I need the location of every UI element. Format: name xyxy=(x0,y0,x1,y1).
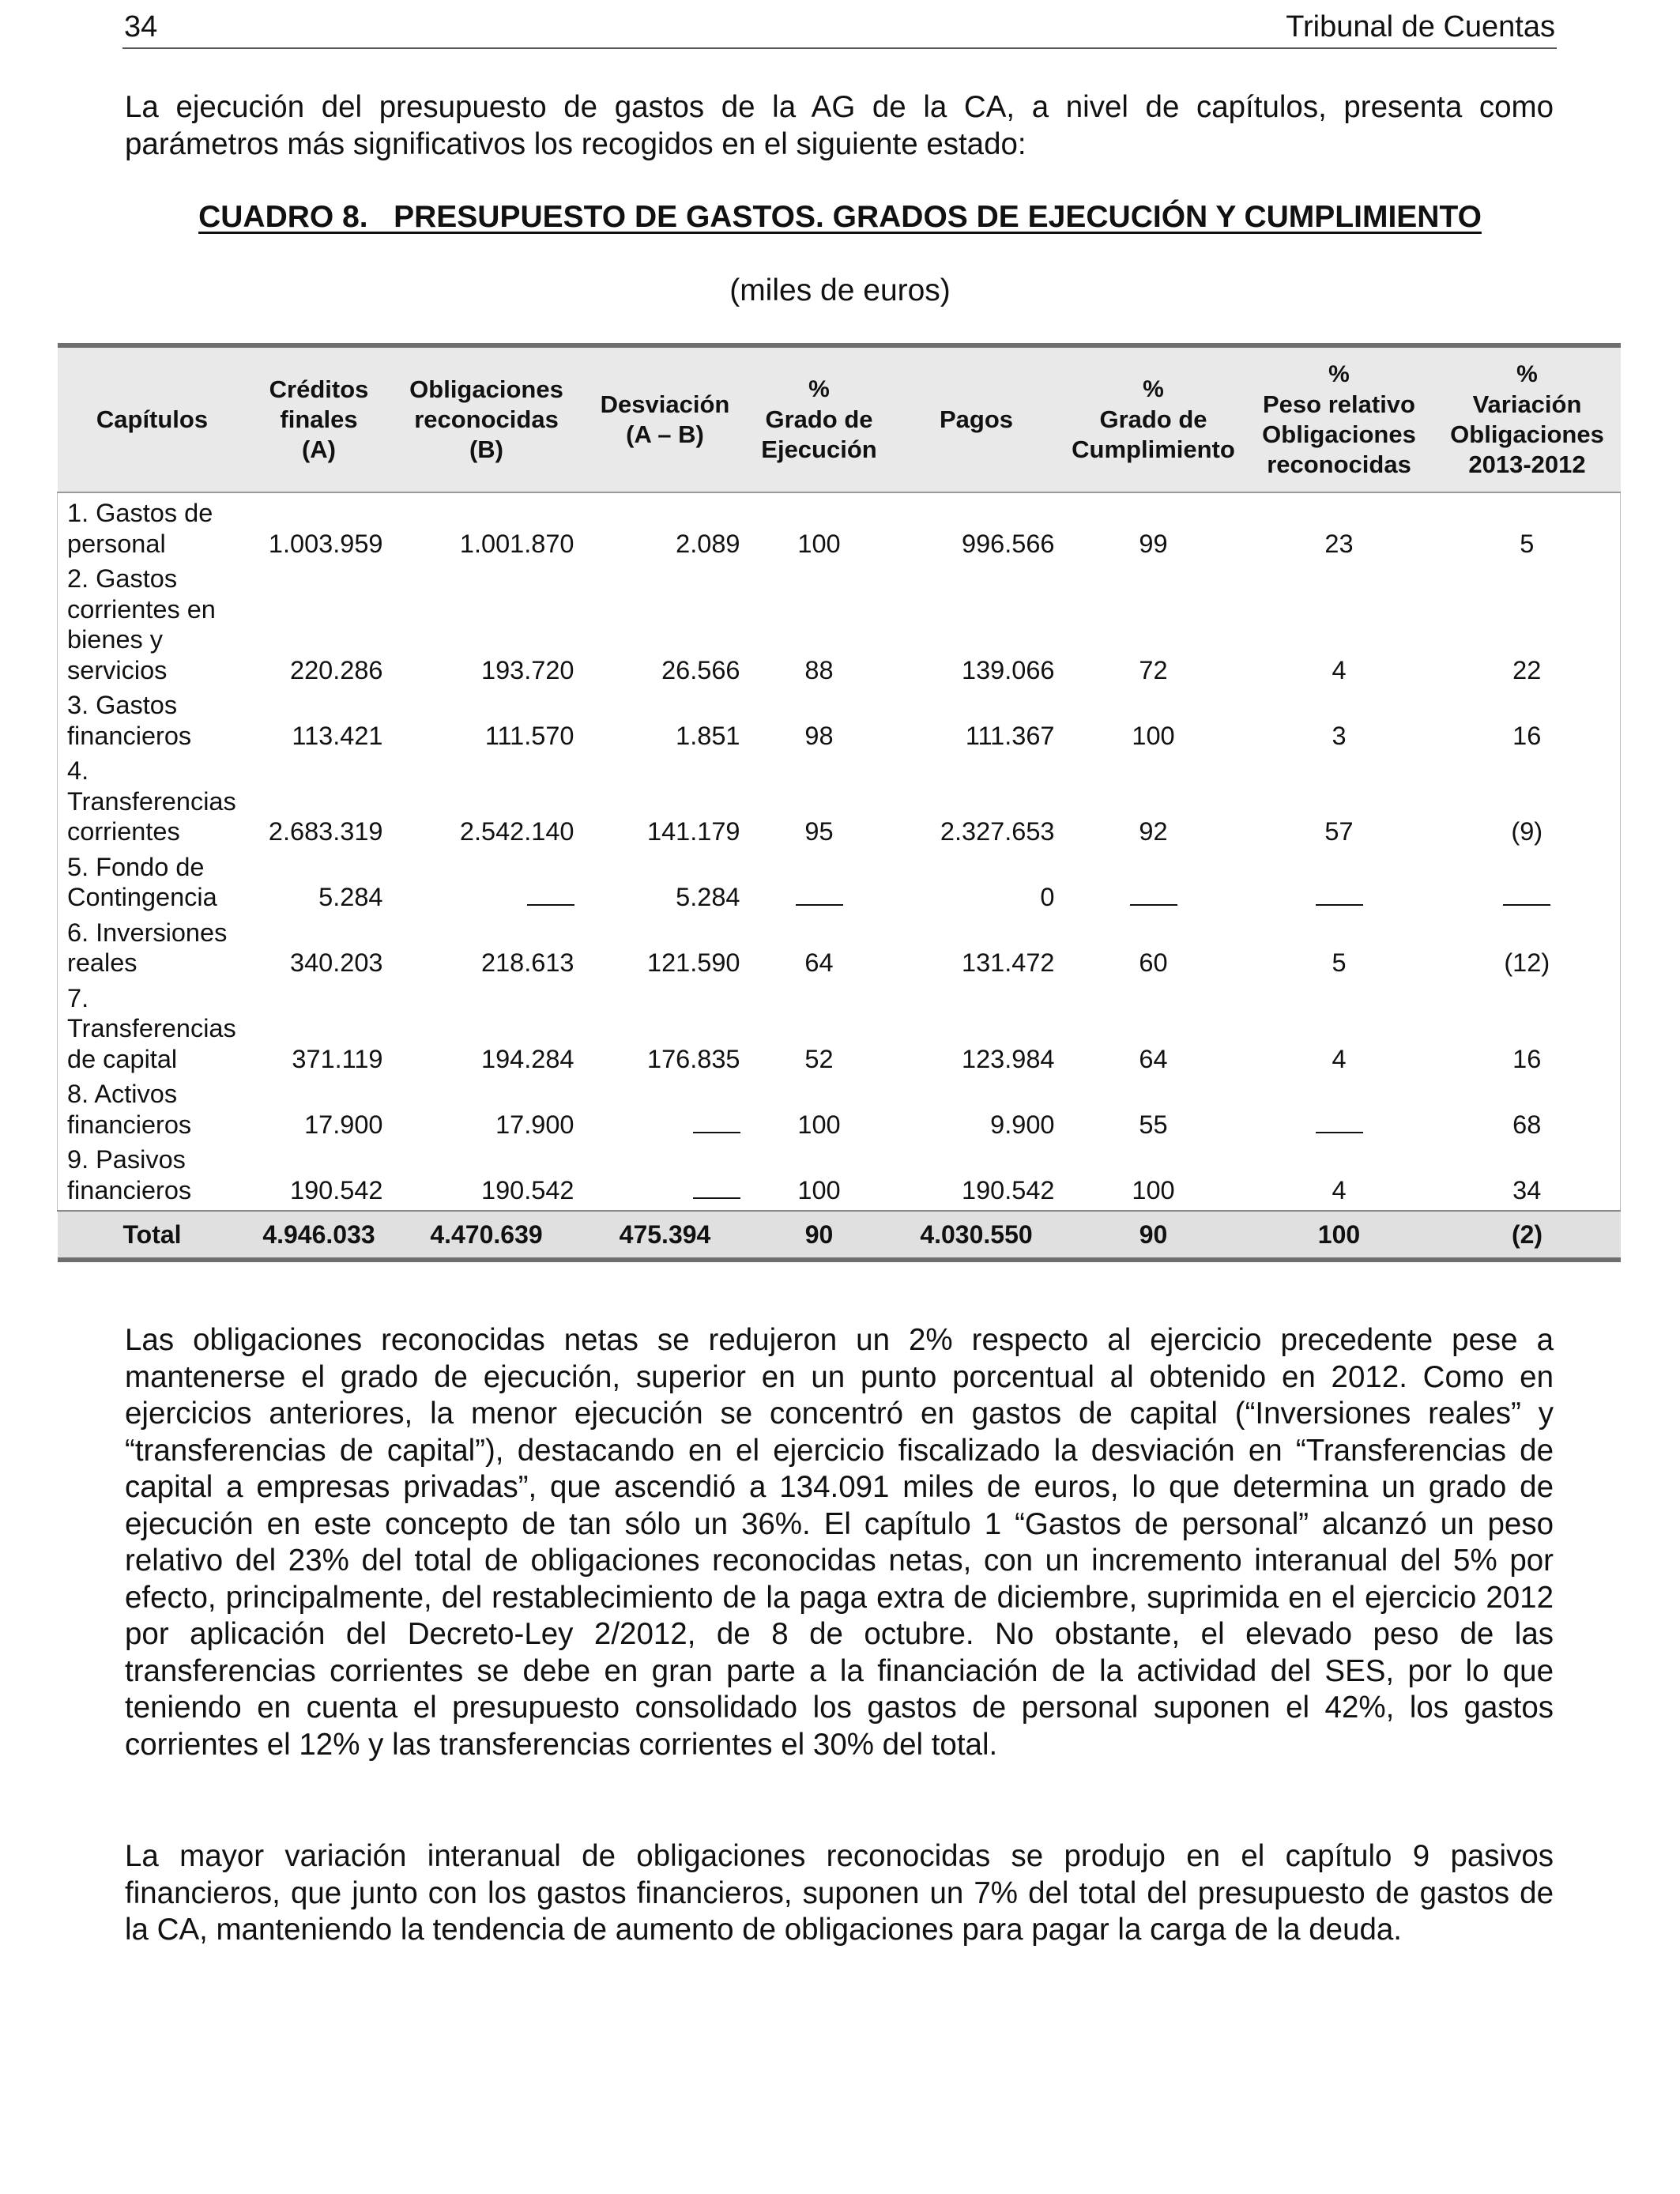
row-creditos: 340.203 xyxy=(290,948,383,977)
row-ejecucion: 100 xyxy=(797,1110,841,1139)
row-obligaciones: 2.542.140 xyxy=(459,817,574,846)
total-row xyxy=(58,1211,1621,1260)
conclusion-paragraph: La mayor variación interanual de obligaciones reconocidas se produjo en el capítulo 9 pasivos financieros, que junto con los gastos financieros, suponen un 7% del total del presupuesto de gastos de la CA, manteniendo la tendencia de aumento de obligaciones para pagar la carga de la deuda. xyxy=(125,1839,1554,1947)
row-creditos: 1.003.959 xyxy=(268,529,383,558)
row-pagos: 9.900 xyxy=(990,1110,1055,1139)
row-ejecucion: 100 xyxy=(797,529,841,558)
empty-dash xyxy=(1316,904,1363,906)
table-row xyxy=(58,852,1621,918)
intro-paragraph: La ejecución del presupuesto de gastos de la AG de la CA, a nivel de capítulos, presenta como parámetros más significativos los recogidos en el siguiente estado: xyxy=(125,90,1554,161)
row-peso xyxy=(1245,1079,1434,1144)
row-obligaciones: 218.613 xyxy=(481,948,574,977)
row-peso: 3 xyxy=(1332,721,1347,750)
table-row xyxy=(58,1144,1621,1211)
row-variacion: 5 xyxy=(1434,492,1621,564)
total-label: Total xyxy=(58,1211,247,1260)
row-desviacion: 1.851 xyxy=(676,721,740,750)
table-row xyxy=(58,1079,1621,1144)
row-pagos: 0 xyxy=(1040,883,1055,911)
empty-dash xyxy=(796,904,843,906)
analysis-paragraph: Las obligaciones reconocidas netas se redujeron un 2% respecto al ejercicio precedente pese a mantenerse el grado de ejecución, superior en un punto porcentual al obtenido en 2012. Como en ejercicios anteriores, la menor ejecución se concentró en gastos de capital (“Inversiones reales” y “transferencias de capital”), destacando en el ejercicio fiscalizado la desviación en “Transferencias de capital a empresas privadas”, que ascendió a 134.091 miles de euros, lo que determina un grado de ejecución en este concepto de tan sólo un 36%. El capítulo 1 “Gastos de personal” alcanzó un peso relativo del 23% del total de obligaciones reconocidas netas, con un incremento interanual del 5% por efecto, principalmente, del restablecimiento de la paga extra de diciembre, suprimida en el ejercicio 2012 por aplicación del Decreto-Ley 2/2012, de 8 de octubre. No obstante, el elevado peso de las transferencias corrientes se debe en gran parte a la financiación de la actividad del SES, por lo que teniendo en cuenta el presupuesto consolidado los gastos de personal suponen el 42%, los gastos corrientes el 12% y las transferencias corrientes el 30% del total. xyxy=(125,1323,1554,1762)
empty-dash xyxy=(1316,1132,1363,1133)
table-row xyxy=(58,690,1621,756)
row-peso xyxy=(1245,852,1434,918)
row-ejecucion xyxy=(748,852,891,918)
row-pagos: 123.984 xyxy=(962,1044,1055,1073)
table-row xyxy=(58,983,1621,1080)
empty-dash xyxy=(693,1197,740,1199)
total-ejecucion: 90 xyxy=(748,1211,891,1260)
row-variacion: 68 xyxy=(1434,1079,1621,1144)
row-desviacion: 121.590 xyxy=(647,948,740,977)
table-row xyxy=(58,756,1621,852)
row-ejecucion: 64 xyxy=(804,948,834,977)
row-cumplimiento xyxy=(1063,852,1245,918)
total-cumplimiento: 90 xyxy=(1063,1211,1245,1260)
row-desviacion: 26.566 xyxy=(661,655,740,684)
row-cumplimiento: 100 xyxy=(1132,1175,1175,1204)
row-capitulo: 3. Gastos financieros xyxy=(58,690,247,756)
row-creditos: 220.286 xyxy=(290,655,383,684)
empty-dash xyxy=(693,1132,740,1133)
row-obligaciones: 193.720 xyxy=(481,655,574,684)
row-capitulo: 8. Activos financieros xyxy=(58,1079,247,1144)
row-pagos: 2.327.653 xyxy=(940,817,1055,846)
row-cumplimiento: 72 xyxy=(1139,655,1168,684)
row-variacion: 16 xyxy=(1434,690,1621,756)
row-capitulo: 7. Transferencias de capital xyxy=(58,983,247,1080)
row-ejecucion: 88 xyxy=(804,655,834,684)
row-cumplimiento: 99 xyxy=(1139,529,1168,558)
row-creditos: 2.683.319 xyxy=(268,817,383,846)
row-desviacion xyxy=(582,1079,748,1144)
col-peso-relativo: % Peso relativo Obligaciones reconocidas xyxy=(1245,345,1434,492)
table-row xyxy=(58,564,1621,690)
row-pagos: 139.066 xyxy=(962,655,1055,684)
row-cumplimiento: 64 xyxy=(1139,1044,1168,1073)
row-cumplimiento: 60 xyxy=(1139,948,1168,977)
empty-dash xyxy=(527,904,574,906)
total-variacion: (2) xyxy=(1434,1211,1621,1260)
row-desviacion: 176.835 xyxy=(647,1044,740,1073)
row-capitulo: 2. Gastos corrientes en bienes y servicios xyxy=(58,564,247,690)
row-peso: 4 xyxy=(1332,1175,1347,1204)
col-desviacion: Desviación (A – B) xyxy=(582,345,748,492)
empty-dash xyxy=(1130,904,1177,906)
col-creditos: Créditos finales (A) xyxy=(247,345,391,492)
row-cumplimiento: 92 xyxy=(1139,817,1168,846)
row-cumplimiento: 55 xyxy=(1139,1110,1168,1139)
row-obligaciones: 194.284 xyxy=(481,1044,574,1073)
col-grado-cumplimiento: % Grado de Cumplimiento xyxy=(1063,345,1245,492)
row-ejecucion: 95 xyxy=(804,817,834,846)
row-cumplimiento: 100 xyxy=(1132,721,1175,750)
table-units: (miles de euros) xyxy=(729,273,951,307)
total-pagos: 4.030.550 xyxy=(891,1211,1063,1260)
row-pagos: 190.542 xyxy=(962,1175,1055,1204)
row-variacion xyxy=(1434,852,1621,918)
row-capitulo: 6. Inversiones reales xyxy=(58,918,247,983)
total-obligaciones: 4.470.639 xyxy=(391,1211,582,1260)
page-header xyxy=(122,8,1557,49)
row-obligaciones: 1.001.870 xyxy=(459,529,574,558)
row-creditos: 113.421 xyxy=(292,721,383,750)
total-peso: 100 xyxy=(1245,1211,1434,1260)
row-capitulo: 9. Pasivos financieros xyxy=(58,1144,247,1211)
row-creditos: 371.119 xyxy=(292,1044,383,1073)
budget-table xyxy=(57,343,1621,1262)
row-peso: 57 xyxy=(1324,817,1354,846)
col-grado-ejecucion: % Grado de Ejecución xyxy=(748,345,891,492)
row-obligaciones xyxy=(391,852,582,918)
organization-name: Tribunal de Cuentas xyxy=(1286,10,1555,43)
row-obligaciones: 190.542 xyxy=(481,1175,574,1204)
row-variacion: 34 xyxy=(1434,1144,1621,1211)
row-variacion: 16 xyxy=(1434,983,1621,1080)
table-header-row xyxy=(58,345,1621,492)
total-desviacion: 475.394 xyxy=(582,1211,748,1260)
row-variacion: 22 xyxy=(1434,564,1621,690)
row-creditos: 17.900 xyxy=(304,1110,383,1139)
table-title-text: CUADRO 8. PRESUPUESTO DE GASTOS. GRADOS DE EJECUCIÓN Y CUMPLIMIENTO xyxy=(198,200,1482,234)
row-peso: 4 xyxy=(1332,655,1347,684)
row-peso: 4 xyxy=(1332,1044,1347,1073)
row-desviacion xyxy=(582,1144,748,1211)
row-creditos: 5.284 xyxy=(318,883,383,911)
table-row xyxy=(58,918,1621,983)
row-desviacion: 2.089 xyxy=(676,529,740,558)
row-desviacion: 5.284 xyxy=(676,883,740,911)
col-obligaciones: Obligaciones reconocidas (B) xyxy=(391,345,582,492)
empty-dash xyxy=(1503,904,1550,906)
row-capitulo: 1. Gastos de personal xyxy=(58,492,247,564)
page-number: 34 xyxy=(124,10,158,43)
row-peso: 23 xyxy=(1324,529,1354,558)
table-row xyxy=(58,492,1621,564)
row-ejecucion: 98 xyxy=(804,721,834,750)
row-pagos: 111.367 xyxy=(965,721,1055,750)
col-capitulos: Capítulos xyxy=(58,345,247,492)
row-creditos: 190.542 xyxy=(290,1175,383,1204)
row-pagos: 131.472 xyxy=(962,948,1055,977)
row-pagos: 996.566 xyxy=(962,529,1055,558)
row-capitulo: 4. Transferencias corrientes xyxy=(58,756,247,852)
total-creditos: 4.946.033 xyxy=(247,1211,391,1260)
row-variacion: (12) xyxy=(1434,918,1621,983)
col-variacion: % Variación Obligaciones 2013-2012 xyxy=(1434,345,1621,492)
row-variacion: (9) xyxy=(1434,756,1621,852)
row-ejecucion: 100 xyxy=(797,1175,841,1204)
row-peso: 5 xyxy=(1332,948,1347,977)
row-capitulo: 5. Fondo de Contingencia xyxy=(58,852,247,918)
table-title xyxy=(0,198,1680,237)
row-desviacion: 141.179 xyxy=(647,817,740,846)
row-obligaciones: 17.900 xyxy=(495,1110,574,1139)
row-ejecucion: 52 xyxy=(804,1044,834,1073)
col-pagos: Pagos xyxy=(891,345,1063,492)
row-obligaciones: 111.570 xyxy=(484,721,574,750)
